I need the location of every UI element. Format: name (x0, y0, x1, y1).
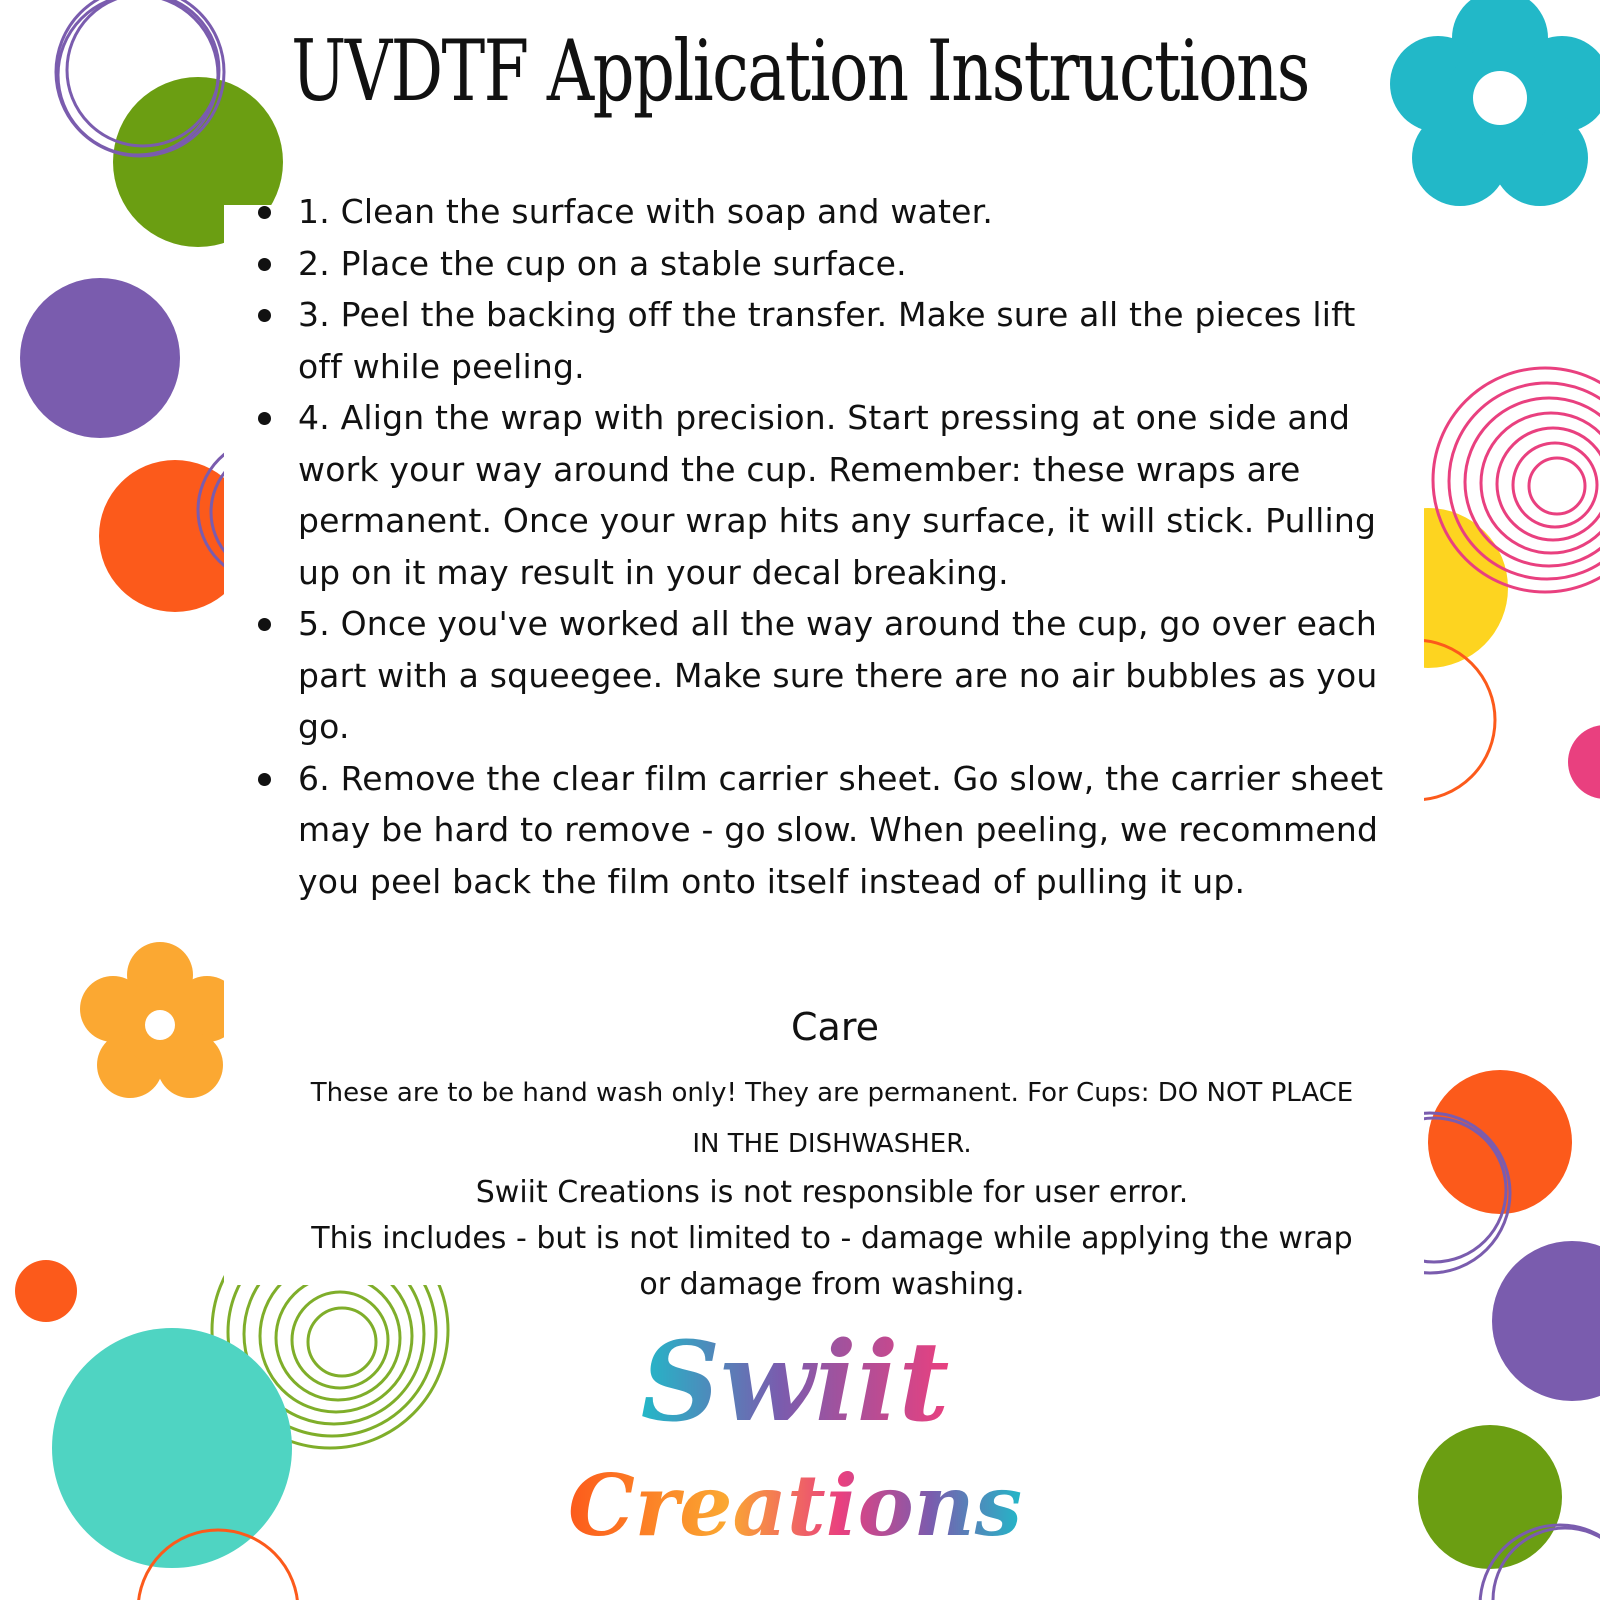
bullet-icon (258, 206, 271, 219)
logo-line-1: Swiit (640, 1317, 950, 1446)
step-text: 6. Remove the clear film carrier sheet. Go slow, the carrier sheet may be hard to remove - go slow. When peeling, we recommend you peel back the film onto itself instead of pulling it up. (298, 758, 1384, 901)
bullet-icon (258, 258, 271, 271)
bullet-icon (258, 773, 271, 786)
orange-dot-bottom-left (15, 1260, 77, 1322)
list-item-step-2 (256, 238, 1396, 290)
disclaimer-line-2: This includes - but is not limited to - damage while applying the wrap or damage from washing. (311, 1221, 1353, 1302)
list-item-step-5 (256, 598, 1396, 753)
page-title: UVDTF Application Instructions (291, 22, 1309, 120)
care-heading: Care (791, 1005, 879, 1049)
logo-line-2: Creations (567, 1456, 1023, 1555)
purple-circle-left (20, 278, 180, 438)
disclaimer (294, 1170, 1370, 1308)
brand-logo (567, 1317, 1023, 1570)
step-text: 1. Clean the surface with soap and water. (298, 192, 994, 231)
step-text: 3. Peel the backing off the transfer. Make sure all the pieces lift off while peeling. (298, 295, 1356, 386)
green-circle-bottom-right (1418, 1425, 1562, 1569)
list-item-step-6 (256, 753, 1396, 908)
instruction-list (256, 186, 1396, 907)
orange-flower-left (80, 942, 240, 1098)
list-item-step-3 (256, 289, 1396, 392)
orange-circle-right (1428, 1070, 1572, 1214)
bullet-icon (258, 618, 271, 631)
bullet-icon (258, 412, 271, 425)
step-text: 2. Place the cup on a stable surface. (298, 243, 907, 283)
list-item-step-1 (256, 186, 1396, 238)
step-text: 5. Once you've worked all the way around the cup, go over each part with a squeegee. Make sure there are no air bubbles as you go. (298, 604, 1378, 746)
pink-dot-right (1568, 725, 1600, 799)
mint-circle-bottom-left (52, 1328, 292, 1568)
list-item-step-4 (256, 392, 1396, 598)
purple-circle-right (1492, 1241, 1600, 1401)
step-text: 4. Align the wrap with precision. Start pressing at one side and work your way around the cup. Remember: these wraps are permanent. Once your wrap hits any surface, it will stick. Pulling up on it may result in your decal breaking. (298, 398, 1377, 592)
bullet-icon (258, 309, 271, 322)
disclaimer-line-1: Swiit Creations is not responsible for user error. (475, 1175, 1189, 1210)
care-text: These are to be hand wash only! They are permanent. For Cups: DO NOT PLACE IN THE DISHWASHER. (310, 1078, 1354, 1159)
